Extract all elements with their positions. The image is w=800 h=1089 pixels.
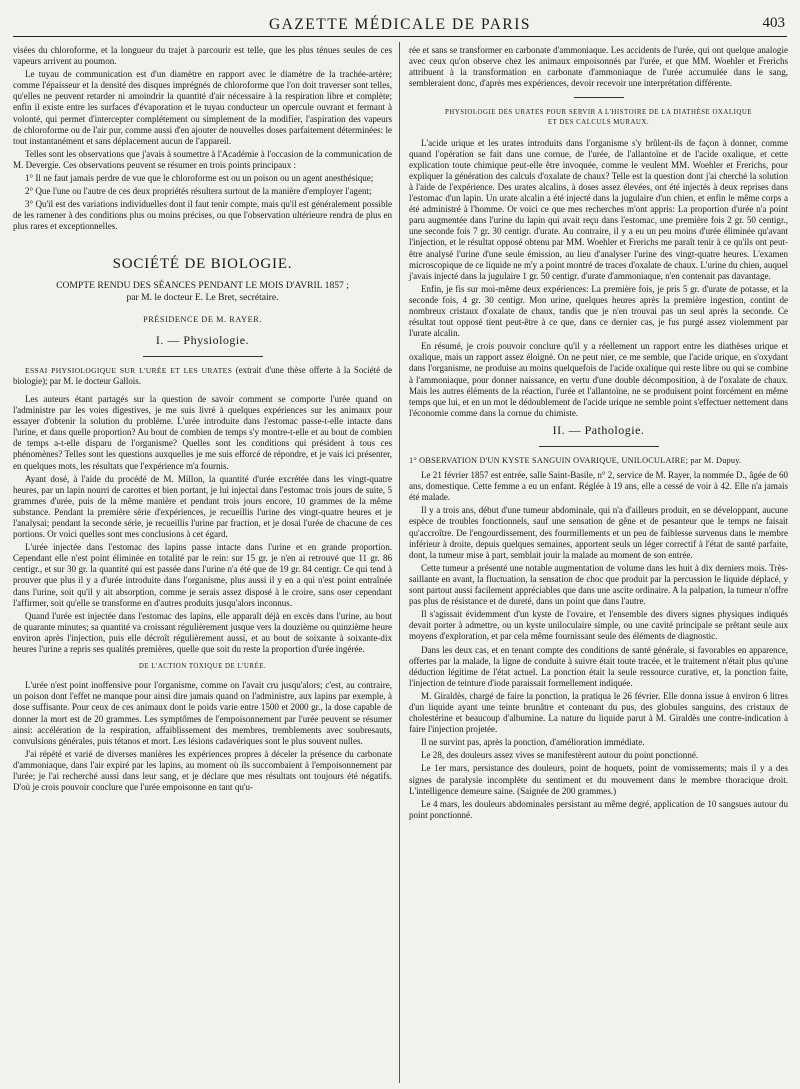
essay-title-caps: ESSAI PHYSIOLOGIQUE SUR L'URÉE ET LES URATES xyxy=(25,365,233,375)
divider-rule xyxy=(143,356,263,357)
report-heading xyxy=(13,280,392,304)
right-column xyxy=(409,45,788,823)
section-heading: I. — Physiologie. xyxy=(155,332,250,347)
paragraph: 1° Il ne faut jamais perdre de vue que le chloroforme est ou un poison ou un agent anesthésique; xyxy=(25,173,374,184)
paragraph: L'urée injectée dans l'estomac des lapins passe intacte dans l'urine et en grande proportion. Cependant elle n'est point éliminée en totalité par le rein: sur 15 gr. je n'en ai retrouvé que 11 gr. 86 centigr., et sur 30 gr. la quantité qui est passée dans l'urine n'a été que de 19 gr. 84 centigr. Ce qui tend à prouver que plus il y a d'urée introduite dans l'organisme, plus aussi il y en a qui n'est point entraînée dans l'urine, soit qu'il y ait absorption, comme je serais assez disposé à le croire, sans oser cependant l'affirmer, soit qu'elle se transforme en d'autres produits jusqu'alors inconnus. xyxy=(13,542,392,608)
paragraph: rée et sans se transformer en carbonate d'ammoniaque. Les accidents de l'urée, qui ont quelque analogie avec ceux qu'on observe chez les animaux empoisonnés par l'urée, et que MM. Woehler et Frerichs attribuent à la transformation en carbonate d'ammoniaque de l'urée accumulée dans le sang, sembleraient donc, d'après mes expériences, devoir recevoir une interprétation différente. xyxy=(409,45,788,89)
paragraph: Le 21 février 1857 est entrée, salle Saint-Basile, n° 2, service de M. Rayer, la nommée D., âgée de 60 ans, domestique. Cette femme a eu un enfant. Réglée à 19 ans, elle a cessé de voir à 42. Elle n'a jamais été malade. xyxy=(409,470,789,503)
report-line: par M. le docteur E. Le Bret, secrétaire. xyxy=(126,291,279,303)
observation-title-text: 1° OBSERVATION D'UN KYSTE SANGUIN OVARIQUE, UNILOCULAIRE; xyxy=(409,456,689,465)
observation-author: par M. Dupuy. xyxy=(690,456,742,465)
presidency-heading: PRÉSIDENCE DE M. RAYER. xyxy=(143,314,262,324)
section-heading: II. — Pathologie. xyxy=(552,422,645,437)
sub-heading-line: PHYSIOLOGIE DES URATES POUR SERVIR A L'HISTOIRE DE LA DIATHÈSE OXALIQUE xyxy=(444,109,753,117)
paragraph: J'ai répété et varié de diverses manières les expériences propres à déceler la présence du carbonate d'ammoniaque, dans l'air expiré par les lapins, au moment où ils succombaient à l'empoisonnement par l'urée; je l'ai recherché aussi dans leur sang, et je déclare que mes résultats ont toujours été négatifs. D'où je crois pouvoir conclure que l'urée empoisonne en tant qu'u- xyxy=(13,748,392,793)
society-title: SOCIÉTÉ DE BIOLOGIE. xyxy=(112,255,293,272)
page-number: 403 xyxy=(762,15,785,31)
paragraph: Le tuyau de communication est d'un diamètre en rapport avec le diamètre de la trachée-artère; comme l'épaisseur et la densité des disques imprégnés de chloroforme que l'on doit traverser sont telles, qu'elles ne peuvent retarder ni amoindrir la quantité d'air nécessaire à la respiration libre et complète; enfin il existe entre les surfaces d'évaporation et le tuyau conducteur un opercule ouvrant et fermant à volonté, qui permet d'intercepter complétement ou simplement de la modifier, l'aspiration des vapeurs de chloroforme ou de l'air pur, comme aussi d'en ajouter de nouvelles doses parfaitement déterminées: le tout instantanément et sans déplacement aucun de l'appareil. xyxy=(13,69,392,146)
essay-title-rest: (extrait d'une thèse offerte à la Société de biologie); par M. le docteur Gallois. xyxy=(13,364,393,386)
paragraph: Cette tumeur a présenté une notable augmentation de volume dans les huit à dix derniers mois. Très-saillante en avant, la fluctuation, la sensation de choc que produit par la percussion le liquide déplacé, y sont partout aussi facilement appréciables que dans une ascite ordinaire. A la palpation, la tumeur n'offre pas plus de résistance et de dureté, dans un point que dans l'autre. xyxy=(409,562,788,607)
paragraph: Les auteurs étant partagés sur la question de savoir comment se comporte l'urée quand on l'administre par les voies digestives, je me suis livré à quelques expériences sur les animaux pour essayer d'obtenir la solution du problème. L'urée introduite dans l'estomac passe-t-elle intacte dans l'urine, et dans quelle proportion? Au bout de combien de temps s'y montre-t-elle et au bout de combien de temps a-t-elle disparu de l'organisme? Quelles sont les conditions qui président à tous ces phénomènes? Telles sont les questions auxquelles je me suis efforcé de répondre, et je vais ici présenter, en quelques mots, les résultats que l'expérience m'a fournis. xyxy=(13,393,392,471)
paragraph: Il ne survint pas, après la ponction, d'amélioration immédiate. xyxy=(421,737,645,748)
sub-heading xyxy=(409,108,788,127)
section-spacer xyxy=(13,235,392,253)
paragraph: 3° Qu'il est des variations individuelles dont il faut tenir compte, mais qu'il est généralement possible de les ramener à des conditions plus ou moins précises, ou que l'observation ultérieure rendra de plus en plus rares et exceptionnelles. xyxy=(13,199,392,232)
paragraph: Ayant dosé, à l'aide du procédé de M. Millon, la quantité d'urée excrétée dans les vingt-quatre heures, par un lapin nourri de carottes et bien portant, je lui injectai dans l'estomac trois jours de suite, 5 grammes d'urée, puis de la même manière et pendant trois jours encore, 10 grammes de la même substance. Pendant la première série d'expériences, je recueillis l'urine des vingt-quatre heures et je l'analysai; pendant la seconde série, je recueillis l'urine par fraction, et je dosai l'urée de chacune de ces portions. Or voici quelles sont mes conclusions à cet égard. xyxy=(13,473,392,540)
essay-title xyxy=(13,365,392,387)
paragraph: Le 28, des douleurs assez vives se manifestèrent autour du point ponctionné. xyxy=(421,750,699,761)
paragraph: Telles sont les observations que j'avais à soumettre à l'Académie à l'occasion de la communication de M. Devergie. Ces observations peuvent se résumer en trois points principaux : xyxy=(13,148,392,170)
divider-rule xyxy=(574,97,624,98)
sub-heading: DE L'ACTION TOXIQUE DE L'URÉE. xyxy=(138,663,267,671)
paragraph: Enfin, je fis sur moi-même deux expériences: La première fois, je pris 5 gr. d'urate de potasse, et la seconde fois, 4 gr. 30 centigr. Mon urine, quelques heures après la première ingestion, contint de nombreux cristaux d'oxalate de chaux, tandis que je n'en trouvai pas un seul après la seconde. Ce résultat tout opposé tient peut-être à ce que, dans ce dernier cas, je fus purgé assez violemment par l'urate alcalin. xyxy=(409,283,788,339)
journal-title: GAZETTE MÉDICALE DE PARIS xyxy=(268,16,532,33)
observation-title xyxy=(409,455,788,466)
paragraph: En résumé, je crois pouvoir conclure qu'il y a réellement un rapport entre les diathèses urique et oxalique, mais un rapport assez éloigné. On ne peut nier, ce me semble, que l'acide urique, en s'oxydant dans l'organisme, ne produise au moins quelquefois de l'acide oxalique qui reste libre ou qui se combine à l'ammoniaque, pour donner naissance, en vertu d'une double décomposition, à de l'oxalate de chaux. Mais les autres éléments de la réaction, l'urée et l'allantoïne, ne se produisent point forcément en même temps que lui, et en un mot le dédoublement de l'acide urique ne semble point s'effectuer nettement dans l'économie comme dans la cornue du chimiste. xyxy=(409,341,788,418)
column-divider xyxy=(399,42,400,1083)
paragraph: 2° Que l'une ou l'autre de ces deux propriétés résultera surtout de la manière d'employer l'agent; xyxy=(25,186,372,197)
paragraph: M. Giraldès, chargé de faire la ponction, la pratiqua le 26 février. Elle donna issue à environ 6 litres d'un liquide ayant une teinte brunâtre et contenant du pus, des globules sanguins, des cristaux de cholestérine et beaucoup d'albumine. La nature du liquide parut à M. Giraldès une contre-indication à faire l'injection projetée. xyxy=(409,690,788,735)
paragraph: Dans les deux cas, et en tenant compte des conditions de santé générale, si favorables en apparence, offertes par la malade, la ligne de conduite à suivre était toute tracée, et le traitement n'était plus qu'une déduction légitime de l'état actuel. La ponction était la seule ressource curative, et, la ponction faite, l'injection de teinture d'iode paraissait formellement indiquée. xyxy=(409,644,788,688)
left-column xyxy=(13,45,392,795)
paragraph: visées du chloroforme, et la longueur du trajet à parcourir est telle, que les plus ténues seules de ces vapeurs arrivent au poumon. xyxy=(13,45,392,67)
divider-rule xyxy=(539,446,659,447)
page-header xyxy=(13,10,787,37)
paragraph: L'acide urique et les urates introduits dans l'organisme s'y brûlent-ils de façon à donner, comme quand l'opération se fait dans une cornue, de l'urée, de l'allantoïne et de l'acide oxalique, et cette explication toute chimique peut-elle être invoquée, comme le veulent MM. Woehler et Frerichs, pour expliquer la génération des calculs d'oxalate de chaux? Telle est la question dont j'ai cherché la solution à l'aide de l'expérience. Des urates alcalins, à doses assez élevées, ont été injectés à deux reprises dans l'estomac d'un lapin. Un urate alcalin a été injecté dans la jugulaire d'un chien, et enfin le même corps a été administré à l'homme. Or voici ce que mes recherches m'ont appris: La proportion d'urée n'a point paru augmentée dans l'urine du lapin qui avait reçu dans l'estomac, une première fois 2 gr. 50 centigr., une seconde fois 7 gr. 30 centigr. d'urate. Au contraire, il y a eu un peu moins d'urée éliminée qu'avant l'injection, et le résultat opposé obtenu par MM. Woehler et Frerichs me paraît tenir à ce qu'ils ont peut-être analysé l'urine d'une seule émission, au lieu d'analyser l'urine des vingt-quatre heures. L'examen microscopique de ce liquide ne m'y a point montré de traces d'oxalate de chaux. L'urine du chien, auquel j'avais injecté dans la jugulaire 1 gr. 50 centigr. d'urate d'ammoniaque, n'en contenait pas davantage. xyxy=(409,137,788,281)
paragraph: L'urée n'est point inoffensive pour l'organisme, comme on l'avait cru jusqu'alors; c'est, au contraire, un poison dont l'effet ne manque pour ainsi dire jamais quand on l'administre, aux lapins par exemple, à dose suffisante. Pour ceux de ces animaux dont le poids varie entre 1500 et 2000 gr., la dose capable de donner la mort est de 20 grammes. Les symptômes de l'empoisonnement par l'urée peuvent se résumer ainsi: accélération de la respiration, affaiblissement des membres, tremblements avec soubresauts, convulsions générales, puis tétanos et mort. Les lésions cadavériques sont le plus souvent nulles. xyxy=(13,680,392,746)
report-line: COMPTE RENDU DES SÉANCES PENDANT LE MOIS D'AVRIL 1857 ; xyxy=(56,279,349,291)
sub-heading-line: ET DES CALCULS MURAUX. xyxy=(547,118,650,126)
paragraph: Il y a trois ans, début d'une tumeur abdominale, qui n'a d'ailleurs produit, en se développant, aucune espèce de troubles fonctionnels, sauf une sensation de gêne et de pesanteur que le temps ne faisait qu'accroître. De l'engourdissement, des fourmillements et un peu de faiblesse survenus dans le membre inférieur à droite, depuis quelques semaines, apportent seuls un léger correctif à l'état de santé parfaite, dont, la tumeur mise à part, semblait jouir la malade au moment de son entrée. xyxy=(409,505,788,560)
paragraph: Il s'agissait évidemment d'un kyste de l'ovaire, et l'ensemble des divers signes physiques indiqués devait porter à admettre, ou un kyste uniloculaire simple, ou une cavité principale se prêtant seule aux moyens d'exploration, et par cela même fournissant seule des éléments de diagnostic. xyxy=(409,609,788,642)
paragraph: Le 1er mars, persistance des douleurs, point de hoquets, point de vomissements; mais il y a des signes de paralysie incomplète du sentiment et du mouvement dans le membre thoracique droit. L'intelligence demeure saine. (Saignée de 200 grammes.) xyxy=(409,763,788,796)
paragraph: Le 4 mars, les douleurs abdominales persistant au même degré, application de 10 sangsues autour du point ponctionné. xyxy=(409,798,788,820)
paragraph: Quand l'urée est injectée dans l'estomac des lapins, elle apparaît déjà en excès dans l'urine, au bout de quarante minutes; sa quantité va croissant régulièrement jusque vers la douzième ou quinzième heure environ après l'injection, puis elle décroît régulièrement aussi, et au bout de soixante à soixante-dix heures l'urine a repris ses qualités premières, quelle que soit du reste la proportion d'urée ingérée. xyxy=(13,610,392,655)
